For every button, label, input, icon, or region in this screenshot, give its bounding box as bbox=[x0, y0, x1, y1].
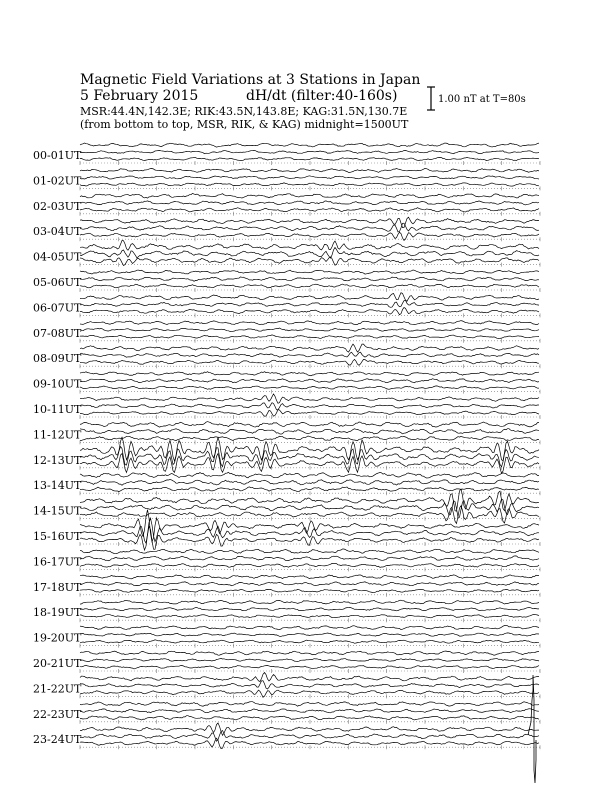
trace-kag bbox=[80, 193, 539, 198]
trace-msr bbox=[80, 359, 539, 365]
trace-rik bbox=[80, 403, 539, 410]
hour-label: 06-07UT bbox=[33, 301, 82, 315]
trace-rik bbox=[80, 379, 539, 383]
trace-rik bbox=[80, 681, 539, 689]
hour-label: 19-20UT bbox=[33, 631, 82, 645]
hour-label: 16-17UT bbox=[33, 555, 82, 569]
trace-rik bbox=[80, 176, 539, 179]
hour-label: 13-14UT bbox=[33, 479, 82, 493]
trace-kag bbox=[80, 372, 539, 376]
trace-rik bbox=[80, 201, 539, 205]
trace-rik bbox=[80, 709, 539, 713]
trace-kag bbox=[80, 575, 539, 579]
trace-msr bbox=[80, 183, 539, 186]
station-coordinates: MSR:44.4N,142.3E; RIK:43.5N,143.8E; KAG:31.5N,130.7E bbox=[80, 105, 408, 118]
scale-bar-label: 1.00 nT at T=80s bbox=[438, 94, 526, 105]
trace-msr bbox=[80, 526, 539, 550]
hour-label: 12-13UT bbox=[33, 453, 82, 467]
trace-msr bbox=[80, 436, 539, 441]
hour-label: 05-06UT bbox=[33, 276, 82, 289]
trace-kag bbox=[80, 143, 539, 147]
trace-kag bbox=[80, 168, 539, 172]
trace-rik bbox=[80, 731, 539, 742]
chart-quantity: dH/dt (filter:40-160s) bbox=[246, 88, 398, 104]
trace-kag bbox=[80, 217, 539, 227]
chart-date: 5 February 2015 bbox=[80, 88, 199, 104]
hour-label: 03-04UT bbox=[33, 225, 82, 239]
trace-tail-spike bbox=[528, 675, 536, 783]
hour-label: 02-03UT bbox=[33, 199, 82, 213]
trace-msr bbox=[80, 487, 539, 492]
hour-label: 04-05UT bbox=[33, 250, 82, 264]
trace-msr bbox=[80, 208, 539, 212]
trace-rik bbox=[80, 247, 539, 258]
trace-kag bbox=[80, 394, 539, 403]
trace-rik bbox=[80, 328, 539, 332]
trace-msr bbox=[80, 284, 539, 288]
trace-rik bbox=[80, 658, 539, 661]
trace-rik bbox=[80, 480, 539, 486]
chart-title: Magnetic Field Variations at 3 Stations in Japan bbox=[80, 72, 421, 88]
hour-label: 07-08UT bbox=[33, 326, 82, 340]
trace-kag bbox=[80, 626, 539, 630]
trace-kag bbox=[80, 422, 539, 428]
trace-msr bbox=[80, 410, 539, 417]
station-order-note: (from bottom to top, MSR, RIK, & KAG) midnight=1500UT bbox=[80, 118, 409, 131]
hour-label: 10-11UT bbox=[33, 403, 82, 416]
hour-label: 09-10UT bbox=[33, 377, 82, 391]
trace-rik bbox=[80, 499, 539, 517]
hour-label: 00-01UT bbox=[33, 149, 82, 162]
trace-kag bbox=[80, 270, 539, 274]
trace-msr bbox=[80, 386, 539, 389]
hour-label: 23-24UT bbox=[33, 733, 82, 747]
trace-rik bbox=[80, 556, 539, 561]
trace-kag bbox=[80, 702, 539, 707]
hour-label: 01-02UT bbox=[33, 174, 82, 188]
trace-kag bbox=[80, 673, 539, 682]
trace-kag bbox=[80, 241, 539, 251]
trace-msr bbox=[80, 157, 539, 160]
hour-label: 11-12UT bbox=[33, 428, 82, 442]
trace-rik bbox=[80, 150, 539, 153]
trace-msr bbox=[80, 308, 539, 315]
trace-msr bbox=[80, 257, 539, 266]
trace-rik bbox=[80, 352, 539, 357]
hour-label: 22-23UT bbox=[33, 707, 82, 721]
hour-label: 21-22UT bbox=[33, 682, 82, 696]
trace-rik bbox=[80, 223, 539, 232]
trace-msr bbox=[80, 615, 539, 618]
trace-msr bbox=[80, 589, 539, 592]
trace-rik bbox=[80, 300, 539, 307]
trace-kag bbox=[80, 321, 539, 325]
trace-kag bbox=[80, 293, 539, 302]
trace-msr bbox=[80, 563, 539, 567]
trace-kag bbox=[80, 437, 539, 461]
trace-msr bbox=[80, 640, 539, 644]
trace-kag bbox=[80, 651, 539, 655]
trace-kag bbox=[80, 344, 539, 352]
trace-rik bbox=[80, 429, 539, 434]
hour-label: 08-09UT bbox=[33, 352, 82, 366]
trace-rik bbox=[80, 518, 539, 543]
trace-rik bbox=[80, 607, 539, 610]
hour-label: 14-15UT bbox=[33, 504, 82, 518]
trace-msr bbox=[80, 716, 539, 720]
trace-msr bbox=[80, 506, 539, 524]
hour-label: 18-19UT bbox=[33, 606, 82, 620]
trace-rik bbox=[80, 277, 539, 281]
trace-kag bbox=[80, 472, 539, 478]
trace-kag bbox=[80, 723, 539, 735]
hour-label: 20-21UT bbox=[33, 657, 82, 670]
trace-kag bbox=[80, 549, 539, 554]
trace-msr bbox=[80, 665, 539, 669]
trace-rik bbox=[80, 633, 539, 637]
hour-label: 15-16UT bbox=[33, 530, 82, 543]
hour-label: 17-18UT bbox=[33, 580, 82, 594]
trace-kag bbox=[80, 600, 539, 604]
trace-msr bbox=[80, 335, 539, 339]
trace-rik bbox=[80, 582, 539, 586]
